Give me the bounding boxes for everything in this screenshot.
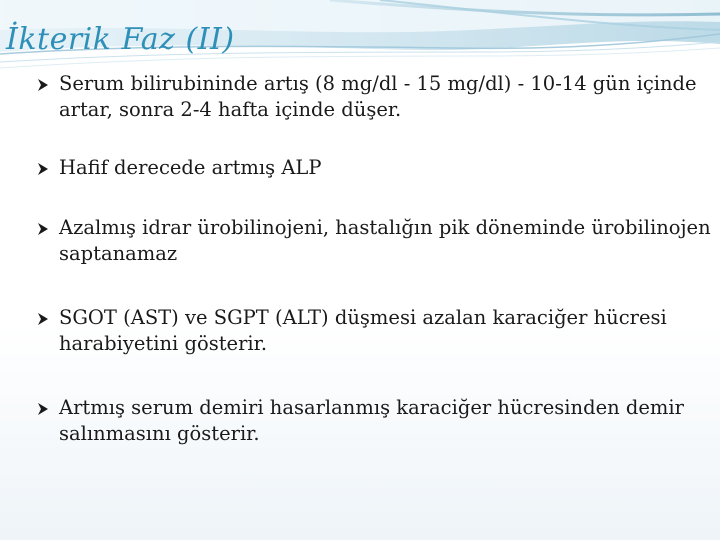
bullet-item bbox=[36, 71, 712, 123]
bullet-text: Azalmış idrar ürobilinojeni, hastalığın pik döneminde ürobilinojen saptanamaz bbox=[59, 216, 711, 265]
arrow-bullet-icon bbox=[36, 222, 50, 236]
arrow-bullet-icon bbox=[36, 402, 50, 416]
bullet-text: SGOT (AST) ve SGPT (ALT) düşmesi azalan karaciğer hücresi harabiyetini gösterir. bbox=[59, 306, 667, 355]
arrow-bullet-icon bbox=[36, 312, 50, 326]
bullet-text: Hafif derecede artmış ALP bbox=[59, 156, 322, 179]
slide-title: İkterik Faz (II) bbox=[6, 22, 235, 57]
bullet-item bbox=[36, 155, 712, 181]
bullet-item bbox=[36, 305, 712, 357]
bullet-item bbox=[36, 395, 712, 447]
arrow-bullet-icon bbox=[36, 162, 50, 176]
arrow-bullet-icon bbox=[36, 78, 50, 92]
bullet-text: Serum bilirubininde artış (8 mg/dl - 15 mg/dl) - 10-14 gün içinde artar, sonra 2-4 hafta içinde düşer. bbox=[59, 72, 697, 121]
bullet-list bbox=[36, 71, 712, 447]
bullet-item bbox=[36, 215, 712, 267]
bullet-text: Artmış serum demiri hasarlanmış karaciğer hücresinden demir salınmasını gösterir. bbox=[59, 396, 684, 445]
